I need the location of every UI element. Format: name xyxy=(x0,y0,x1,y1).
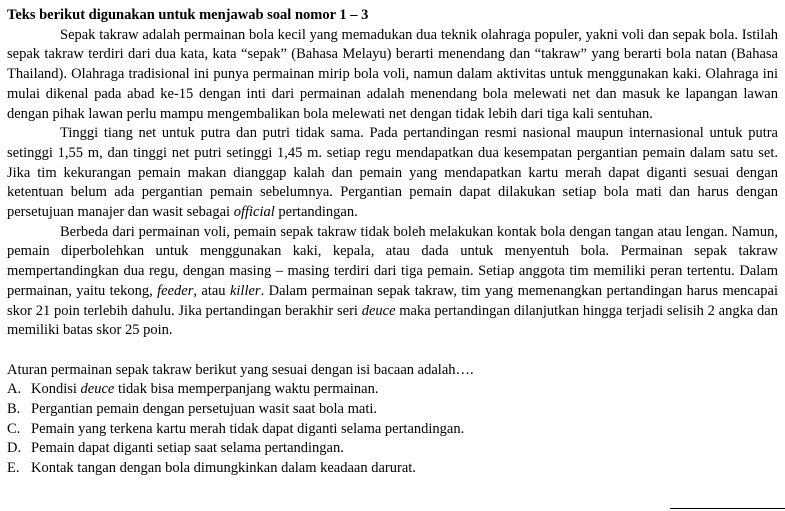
answer-blank-line xyxy=(670,508,785,509)
italic-term: feeder xyxy=(157,282,194,299)
option-a-letter: A. xyxy=(7,381,22,398)
text-run: Kondisi xyxy=(31,381,81,398)
option-b-letter: B. xyxy=(7,401,21,418)
paragraph-1 xyxy=(7,26,778,125)
option-d-text xyxy=(31,439,778,459)
option-b-text xyxy=(31,400,778,420)
question-text: Aturan permainan sepak takraw berikut yang sesuai dengan isi bacaan adalah…. xyxy=(7,361,474,378)
paragraph-3 xyxy=(7,223,778,341)
text-run: Pemain dapat diganti setiap saat selama pertandingan. xyxy=(31,440,344,457)
passage-title: Teks berikut digunakan untuk menjawab soal nomor 1 – 3 xyxy=(7,7,369,23)
text-run: pertandingan. xyxy=(274,204,358,221)
text-run: Berbeda dari permainan voli, pemain sepak takraw tidak boleh melakukan kontak bola dengan tangan atau lengan. Namun, pemain diperbolehkan untuk menggunakan kaki, kepala, atau dada untuk menyentuh bola. Permainan sepak takraw mempertandingkan dua regu, dengan masing – masing terdiri dari tiga pemain. Setiap anggota tim memiliki peran tertentu. Dalam permainan, yaitu tekong, xyxy=(7,223,778,299)
italic-term: deuce xyxy=(361,302,396,319)
italic-term: official xyxy=(233,204,275,221)
option-c-letter: C. xyxy=(7,420,21,437)
text-run: Pemain yang terkena kartu merah tidak dapat diganti selama pertandingan. xyxy=(31,420,465,437)
answer-options-list xyxy=(7,380,778,479)
text-run: , atau xyxy=(193,282,230,299)
option-d-letter: D. xyxy=(7,440,22,457)
text-run: Tinggi tiang net untuk putra dan putri tidak sama. Pada pertandingan resmi nasional maupun internasional untuk putra setinggi 1,55 m, dan tinggi net putri setinggi 1,45 m. setiap regu mendapatkan dua kesempatan pergantian pemain dalam satu set. Jika tim kekurangan pemain makan dianggap kalah dan pemain yang mendapatkan kartu merah dapat diganti sesuai dengan ketentuan belum ada pergantian pemain sebelumnya. Pergantian pemain dapat dilakukan setiap bola mati dan harus dengan persetujuan manajer dan wasit sebagai xyxy=(7,125,778,221)
option-e[interactable] xyxy=(7,459,778,479)
text-run: Pergantian pemain dengan persetujuan wasit saat bola mati. xyxy=(31,401,378,418)
option-c-text xyxy=(31,420,778,440)
option-b[interactable] xyxy=(7,400,778,420)
text-run: Sepak takraw adalah permainan bola kecil yang memadukan dua teknik olahraga populer, yakni voli dan sepak bola. Istilah sepak takraw terdiri dari dua kata, kata “sepak” (Bahasa Melayu) berarti menendang dan “takraw” yang berarti bola natan (Bahasa Thailand). Olahraga tradisional ini punya permainan mirip bola voli, namun dalam aktivitas untuk menggunakan kaki. Olahraga ini mulai dikenal pada abad ke-15 dengan inti dari permainan adalah menendang bola melewati net dan masuk ke lapangan lawan dengan pihak lawan perlu mampu mengembalikan bola melewati net dengan tidak lebih dari tiga kali sentuhan. xyxy=(7,26,778,122)
text-run: maka pertandingan dilanjutkan hingga terjadi selisih 2 angka dan memiliki batas skor 25 poin. xyxy=(7,302,778,339)
option-e-letter: E. xyxy=(7,460,20,477)
italic-term: deuce xyxy=(80,381,115,398)
text-run: Kontak tangan dengan bola dimungkinkan dalam keadaan darurat. xyxy=(31,460,416,477)
option-e-text xyxy=(31,459,778,479)
italic-term: killer xyxy=(229,282,261,299)
paragraph-2 xyxy=(7,124,778,223)
text-run: . Dalam permainan sepak takraw, tim yang memenangkan pertandingan harus mencapai skor 21 poin terlebih dahulu. Jika pertandingan berakhir seri xyxy=(7,282,779,319)
option-a-text xyxy=(31,380,778,400)
text-run: tidak bisa memperpanjang waktu permainan. xyxy=(114,381,379,398)
option-d[interactable] xyxy=(7,439,778,459)
option-a[interactable] xyxy=(7,380,778,400)
option-c[interactable] xyxy=(7,420,778,440)
